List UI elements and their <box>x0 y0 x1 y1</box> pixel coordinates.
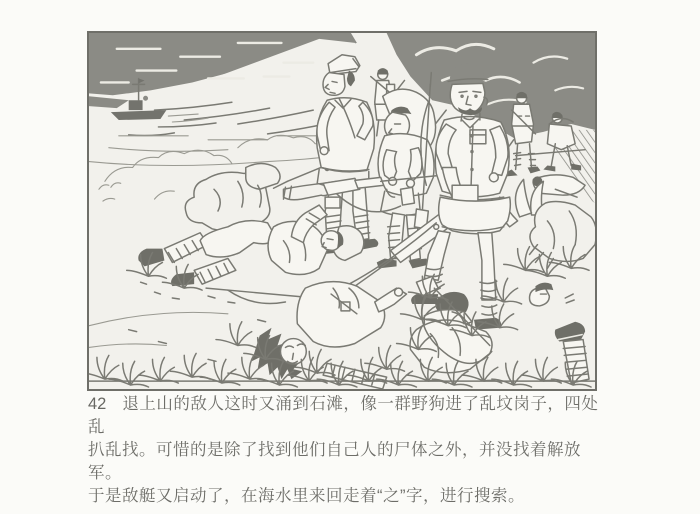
face <box>323 73 345 96</box>
illustration-panel <box>87 31 597 391</box>
illustration-svg <box>89 33 595 389</box>
face-profile <box>530 288 550 306</box>
caption-line-3 <box>88 485 614 508</box>
caption-line-1 <box>88 393 614 439</box>
page-number: 42 <box>88 395 107 413</box>
caption-line-2 <box>88 439 614 485</box>
belt-pouch <box>452 185 478 201</box>
caption-text-1: 退上山的敌人这时又涌到石滩，像一群野狗进了乱坟岗子，四处乱 <box>88 395 599 436</box>
caption-text-2: 扒乱找。可惜的是除了找到他们自己人的尸体之外，并没找着解放军。 <box>88 441 581 482</box>
caption <box>88 393 614 508</box>
face-upside-down <box>280 339 306 365</box>
caption-text-3: 于是敌艇又启动了，在海水里来回走着“之”字，进行搜索。 <box>88 487 525 505</box>
